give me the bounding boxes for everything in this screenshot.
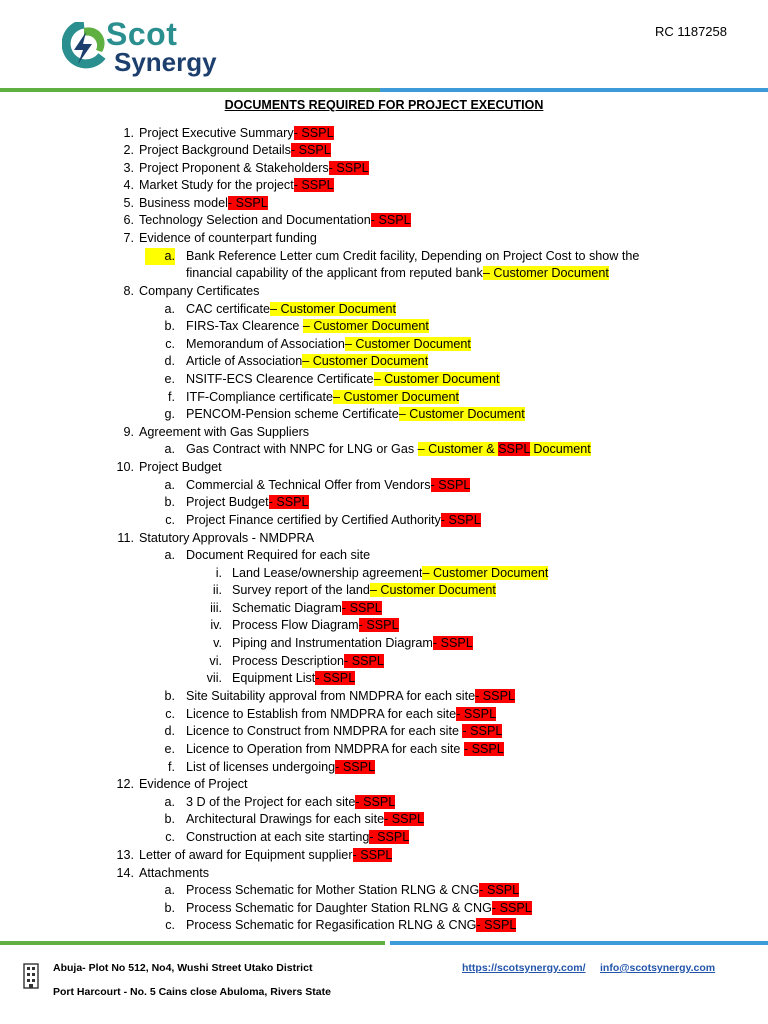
list-item [139, 459, 222, 476]
list-item-text: List of licenses undergoing [186, 760, 336, 774]
list-item-marker: 4. [123, 178, 134, 192]
list-item [232, 670, 355, 687]
responsibility-tag: - SSPL [344, 654, 384, 668]
list-item-text: NSITF-ECS Clearence Certificate [186, 372, 374, 386]
footer-address-port-harcourt: Port Harcourt - No. 5 Cains close Abuloma, Rivers State [53, 986, 331, 998]
responsibility-tag: - SSPL [227, 196, 268, 210]
list-item-text: Project Finance certified by Certified Authority [186, 513, 441, 527]
list-item-text: Process Schematic for Daughter Station RLNG & CNG [186, 901, 492, 915]
list-item [186, 494, 309, 511]
list-item-text: Project Budget [186, 495, 269, 509]
list-item [186, 917, 516, 934]
list-item-marker: 9. [123, 425, 134, 439]
logo-text-synergy: Synergy [114, 47, 217, 77]
responsibility-tag: - SSPL [293, 126, 334, 140]
list-item-marker: e. [164, 372, 175, 386]
responsibility-tag: – Customer Document [482, 266, 609, 280]
list-item-text: PENCOM-Pension scheme Certificate [186, 407, 399, 421]
logo-text-scot: Scot [106, 16, 178, 52]
responsibility-tag: - SSPL [335, 760, 376, 774]
list-item-text: Schematic Diagram [232, 601, 342, 615]
list-item-text: Statutory Approvals - NMDPRA [139, 531, 314, 545]
list-item [186, 371, 500, 388]
list-item-text: Licence to Establish from NMDPRA for each site [186, 707, 457, 721]
list-item-marker: d. [164, 354, 175, 368]
responsibility-tag: - SSPL [491, 901, 532, 915]
responsibility-tag: - SSPL [355, 795, 396, 809]
footer-address-abuja: Abuja- Plot No 512, No4, Wushi Street Utako District [53, 962, 313, 974]
list-item [232, 653, 384, 670]
list-item [186, 353, 428, 370]
list-item [139, 212, 411, 229]
list-item-text: Project Budget [139, 460, 222, 474]
responsibility-tag: - SSPL [293, 178, 334, 192]
list-item-marker: b. [164, 319, 175, 333]
list-item [186, 794, 395, 811]
responsibility-tag: - SSPL [352, 848, 393, 862]
list-item-marker: 5. [123, 196, 134, 210]
list-item [186, 318, 429, 335]
list-item [232, 582, 496, 599]
list-item-marker: b. [164, 901, 175, 915]
responsibility-tag: - SSPL [456, 707, 497, 721]
list-item [186, 547, 370, 564]
responsibility-tag: - SSPL [328, 161, 369, 175]
list-item [186, 706, 496, 723]
responsibility-tag: SSPL [498, 442, 530, 456]
list-item-marker: b. [164, 689, 175, 703]
list-item-marker: 14. [116, 866, 134, 880]
list-item-text: Business model [139, 196, 228, 210]
list-item-text: Letter of award for Equipment supplier [139, 848, 353, 862]
responsibility-tag: - SSPL [290, 143, 331, 157]
building-icon [22, 962, 40, 990]
list-item-marker: a. [164, 548, 175, 562]
list-item [139, 530, 314, 547]
list-item-text: Equipment List [232, 671, 316, 685]
list-item-text: Piping and Instrumentation Diagram [232, 636, 433, 650]
list-item [186, 389, 459, 406]
list-item-marker: c. [165, 918, 175, 932]
responsibility-tag: – Customer & [417, 442, 499, 456]
responsibility-tag: – Customer Document [302, 354, 429, 368]
list-item-marker: b. [164, 495, 175, 509]
list-item-text: Project Background Details [139, 143, 291, 157]
list-item [186, 811, 424, 828]
list-item-marker: i. [215, 566, 222, 580]
list-item-marker: 10. [116, 460, 134, 474]
list-item-text: Construction at each site starting [186, 830, 370, 844]
document-title: DOCUMENTS REQUIRED FOR PROJECT EXECUTION [224, 98, 544, 112]
list-item-marker: 8. [123, 284, 134, 298]
responsibility-tag: - SSPL [315, 671, 356, 685]
list-item-marker: c. [165, 707, 175, 721]
list-item [232, 565, 548, 582]
responsibility-tag: - SSPL [369, 830, 410, 844]
website-link[interactable]: https://scotsynergy.com/ [462, 962, 586, 974]
list-item [186, 441, 591, 458]
responsibility-tag: - SSPL [384, 812, 424, 826]
responsibility-tag: – Customer Document [373, 372, 500, 386]
list-item-marker: a. [164, 302, 175, 316]
list-item-marker: vii. [206, 671, 222, 685]
list-item-text: Commercial & Technical Offer from Vendors [186, 478, 431, 492]
list-item-text: Architectural Drawings for each site [186, 812, 385, 826]
list-item [186, 265, 609, 282]
list-item-text: Project Executive Summary [139, 126, 294, 140]
list-item-text: Agreement with Gas Suppliers [139, 425, 310, 439]
list-item-text: Licence to Operation from NMDPRA for each site [186, 742, 464, 756]
list-item [139, 142, 331, 159]
responsibility-tag: - SSPL [440, 513, 481, 527]
responsibility-tag: - SSPL [479, 883, 520, 897]
responsibility-tag: - SSPL [370, 213, 411, 227]
list-item [139, 195, 268, 212]
list-item [139, 177, 334, 194]
list-item-text: Evidence of counterpart funding [139, 231, 317, 245]
list-item-text: ITF-Compliance certificate [186, 390, 333, 404]
header-divider [0, 88, 768, 92]
list-item [232, 617, 399, 634]
list-item-text: Attachments [139, 866, 209, 880]
responsibility-tag: – Customer Document [332, 390, 459, 404]
responsibility-tag: – Customer Document [422, 566, 549, 580]
list-item [232, 635, 473, 652]
list-item-marker: c. [165, 337, 175, 351]
email-link[interactable]: info@scotsynergy.com [600, 962, 716, 974]
list-item-text: Bank Reference Letter cum Credit facility, Depending on Project Cost to show the [186, 249, 640, 263]
list-item-text: 3 D of the Project for each site [186, 795, 356, 809]
list-item-marker: d. [164, 724, 175, 738]
list-item-text: Evidence of Project [139, 777, 248, 791]
list-item-marker: e. [164, 742, 175, 756]
list-item [139, 776, 248, 793]
footer-divider [0, 941, 768, 945]
list-item [139, 283, 259, 300]
list-item [186, 512, 481, 529]
list-item-marker: b. [164, 812, 175, 826]
list-item [186, 882, 519, 899]
list-item [186, 759, 375, 776]
list-item-marker: 12. [116, 777, 134, 791]
list-item-text: Article of Association [186, 354, 303, 368]
list-item-text: Technology Selection and Documentation [139, 213, 371, 227]
list-item-marker: a. [145, 248, 175, 265]
list-item-marker: 1. [123, 126, 134, 140]
list-item-text: Process Schematic for Mother Station RLNG & CNG [186, 883, 480, 897]
list-item-text: Process Description [232, 654, 344, 668]
list-item [186, 688, 515, 705]
responsibility-tag: - SSPL [462, 724, 503, 738]
list-item-text: Memorandum of Association [186, 337, 345, 351]
list-item-text: Gas Contract with NNPC for LNG or Gas [186, 442, 418, 456]
company-logo [62, 14, 217, 78]
list-item [232, 600, 382, 617]
responsibility-tag: - SSPL [268, 495, 309, 509]
responsibility-tag: - SSPL [341, 601, 382, 615]
list-item-text: Project Proponent & Stakeholders [139, 161, 329, 175]
list-item [139, 847, 392, 864]
list-item [186, 336, 471, 353]
list-item-text: Company Certificates [139, 284, 260, 298]
list-item-marker: a. [164, 795, 175, 809]
responsibility-tag: – Customer Document [302, 319, 429, 333]
list-item-marker: ii. [212, 583, 222, 597]
list-item-marker: 3. [123, 161, 134, 175]
list-item-marker: a. [164, 442, 175, 456]
list-item-text: Land Lease/ownership agreement [232, 566, 423, 580]
responsibility-tag: - SSPL [358, 618, 399, 632]
list-item-text: Process Schematic for Regasification RLNG & CNG [186, 918, 477, 932]
responsibility-tag: - SSPL [463, 742, 504, 756]
list-item [186, 741, 504, 758]
list-item-marker: iii. [210, 601, 222, 615]
list-item-marker: c. [165, 830, 175, 844]
list-item [186, 301, 396, 318]
list-item-text: Market Study for the project [139, 178, 294, 192]
list-item-text: Site Suitability approval from NMDPRA for each site [186, 689, 476, 703]
list-item-marker: v. [213, 636, 222, 650]
list-item [186, 406, 525, 423]
list-item-text: financial capability of the applicant from reputed bank [186, 266, 483, 280]
list-item [139, 160, 369, 177]
list-item [139, 424, 309, 441]
list-item-marker: f. [168, 390, 175, 404]
list-item-marker: c. [165, 513, 175, 527]
list-item [186, 900, 532, 917]
list-item-marker: vi. [209, 654, 222, 668]
list-item-marker: 7. [123, 231, 134, 245]
list-item [186, 723, 502, 740]
list-item-marker: 13. [116, 848, 134, 862]
responsibility-tag: Document [529, 442, 591, 456]
list-item-text: CAC certificate [186, 302, 270, 316]
list-item-marker: 6. [123, 213, 134, 227]
list-item [186, 477, 470, 494]
list-item [139, 230, 317, 247]
rc-number: RC 1187258 [654, 24, 727, 39]
list-item [139, 865, 209, 882]
list-item-text: Licence to Construct from NMDPRA for each site [186, 724, 463, 738]
responsibility-tag: – Customer Document [398, 407, 525, 421]
list-item-marker: 11. [117, 531, 134, 545]
list-item [186, 829, 409, 846]
lightning-bolt-icon [62, 22, 106, 72]
list-item-text: Survey report of the land [232, 583, 370, 597]
list-item-marker: iv. [210, 618, 222, 632]
list-item [139, 125, 334, 142]
responsibility-tag: – Customer Document [269, 302, 396, 316]
list-item-text: Process Flow Diagram [232, 618, 359, 632]
list-item-marker: f. [168, 760, 175, 774]
responsibility-tag: – Customer Document [369, 583, 496, 597]
list-item-marker: a. [164, 478, 175, 492]
list-item-marker: 2. [123, 143, 134, 157]
list-item-marker: g. [164, 407, 175, 421]
responsibility-tag: – Customer Document [344, 337, 471, 351]
responsibility-tag: - SSPL [475, 689, 515, 703]
list-item-marker: a. [164, 883, 175, 897]
responsibility-tag: - SSPL [476, 918, 517, 932]
list-item-text: Document Required for each site [186, 548, 371, 562]
responsibility-tag: - SSPL [432, 636, 473, 650]
list-item [186, 248, 639, 265]
responsibility-tag: - SSPL [430, 478, 471, 492]
list-item-text: FIRS-Tax Clearence [186, 319, 303, 333]
